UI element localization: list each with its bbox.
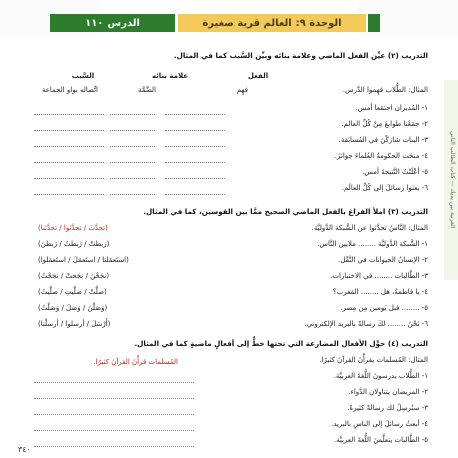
exercise3-example-options: (تحدَّثَ / تحدَّثوا / تحدَّثنا) — [38, 224, 108, 232]
item-text: ٢- الإنسانُ الحيوانات في النَّقْل. — [338, 256, 428, 264]
answer-line[interactable] — [34, 194, 104, 195]
exercise4-example-answer: المُسلمات قرأْنَ القرآنَ كثيرًا. — [93, 358, 178, 366]
lesson-badge — [50, 14, 175, 32]
exercise3-example-text: المثال: النَّاسُ تحدَّثوا عن الشَّبكة الدَّوليَّة. — [311, 224, 428, 232]
unit-badge — [178, 14, 366, 32]
col-head-reason: السَّبب — [71, 72, 95, 80]
exercise4-example-text: المثال: المُسلمات يقرأْنَ القرآنَ كثيرًا. — [319, 356, 428, 364]
unit-label: الوحدة ٩: — [295, 17, 342, 29]
exercise3-item — [30, 288, 428, 300]
page-header — [0, 0, 458, 36]
answer-line[interactable] — [34, 446, 194, 447]
item-text: ٣- البنات شارَكْنَ في المُسابَقة. — [338, 136, 428, 144]
item-options: (وَصَلْنَ / وَصَلَ / وَصَلْتُ) — [38, 304, 108, 312]
answer-line[interactable] — [165, 146, 225, 147]
item-text: ٤- منحَت الحكومةُ العُلماءَ جوائزَ. — [334, 152, 428, 160]
answer-line[interactable] — [110, 162, 155, 163]
item-text: ٥- أعْلَنْتُ النَّتيجةَ أمس. — [362, 168, 428, 176]
answer-line[interactable] — [165, 194, 225, 195]
exercise2-title: التدريب (٢) عيِّن الفعل الماضي وعلامة بنائه وبيِّن السَّبب كما في المثال. — [173, 51, 428, 60]
exercise3-title: التدريب (٣) املأ الفراغ بالفعل الماضي الصحيح ممَّا بين القوسين، كما في المثال. — [143, 207, 428, 216]
unit-title: العالم قرية صغيرة — [202, 17, 292, 29]
item-text: ٣- ستُرسِلُ لك رسالةً كثيرةً. — [347, 404, 428, 412]
item-options: (رَبطتْ / رَبطتُ / رَبطنَ) — [38, 240, 110, 248]
item-text: ٣- الطَّالبات ........ في الاختبارات. — [330, 272, 428, 280]
item-text: ١- الطُّلاب يدرسونَ اللُّغةَ العربيَّة. — [333, 372, 428, 380]
item-text: ١- المُديران اجتمَعا أمس. — [355, 104, 428, 112]
answer-line[interactable] — [34, 398, 194, 399]
answer-line[interactable] — [110, 114, 155, 115]
lesson-label: الدرس — [107, 17, 140, 29]
answer-line[interactable] — [165, 114, 225, 115]
item-options: (صلَّتْ / صلَّيتِ / صلَّيتُ) — [38, 288, 107, 296]
item-text: ٤- أبعثُ رسائلَ إلى الناسِ بالبريد. — [330, 420, 428, 428]
answer-line[interactable] — [165, 178, 225, 179]
item-text: ٢- المريضان يتناولان الدَّواء. — [348, 388, 428, 396]
item-text: ٢- جمَعْنا طوابعَ مِنْ كُلِّ العالم. — [341, 120, 428, 128]
exercise3-item — [30, 304, 428, 316]
exercise2-example-sign: الضَّمَّة — [138, 86, 156, 94]
header-end-cap — [368, 14, 380, 32]
item-text: ٥- ........ قبل يَومين مِن مِصر. — [340, 304, 428, 312]
exercise2-example — [30, 86, 428, 98]
answer-line[interactable] — [110, 130, 155, 131]
exercise3-item — [30, 240, 428, 252]
exercise2-example-text: المثال: الطُّلاب فهِموا الدَّرس. — [342, 86, 428, 94]
answer-line[interactable] — [165, 130, 225, 131]
answer-line[interactable] — [34, 178, 104, 179]
item-options: (أَرْسَلَ / أرسلوا / أرسلْنا) — [38, 320, 111, 328]
answer-line[interactable] — [34, 414, 194, 415]
item-text: ٦- بعثوا رسائلَ إلى كُلِّ العالَم. — [341, 184, 428, 192]
item-text: ١- الشَّبكة الدَّوليَّة ........ ملايين النَّاس. — [317, 240, 428, 248]
answer-line[interactable] — [34, 430, 194, 431]
item-text: ٥- الطَّالبات يتعلَّمنَ اللُّغةَ العربيَّة. — [333, 436, 428, 444]
page-number: ٣٤٠ — [18, 445, 31, 454]
answer-line[interactable] — [34, 162, 104, 163]
exercise3-item — [30, 272, 428, 284]
exercise2-example-verb: فهِم — [236, 86, 248, 94]
col-head-verb: الفعل — [247, 72, 269, 80]
answer-line[interactable] — [110, 146, 155, 147]
answer-line[interactable] — [34, 114, 104, 115]
exercise2-example-reason: اتِّصاله بواو الجماعة — [41, 86, 98, 94]
answer-line[interactable] — [165, 162, 225, 163]
item-options: (نجَحْنَ / نجَحتْ / نجَحْتُ) — [38, 272, 110, 280]
exercise3-item — [30, 320, 428, 332]
item-options: (استَعمَلتا / استَعمَلَ / استَعمَلوا) — [38, 256, 129, 264]
exercise3-item — [30, 256, 428, 268]
item-text: ٦- نَحْنُ ........ لكَ رسالةً بالبريد الإلكتروني. — [304, 320, 428, 328]
item-text: ٤- يا فاطمةُ، هل ........ المَغرب؟ — [332, 288, 428, 296]
exercise4-title: التدريب (٤) حوِّل الأفعال المضارعة التي تحتها خطٌّ إلى أفعالٍ ماضيةٍ كما في المثال. — [134, 339, 428, 348]
exercise3-example — [30, 224, 428, 236]
answer-line[interactable] — [34, 146, 104, 147]
answer-line[interactable] — [34, 382, 194, 383]
col-head-sign: علامة بنائه — [151, 72, 189, 80]
side-tab-text: العربية بين يديك — كتاب الطالب الثاني — [449, 131, 456, 229]
answer-line[interactable] — [110, 194, 155, 195]
answer-line[interactable] — [34, 130, 104, 131]
answer-line[interactable] — [110, 178, 155, 179]
lesson-number: ١١٠ — [85, 17, 104, 29]
